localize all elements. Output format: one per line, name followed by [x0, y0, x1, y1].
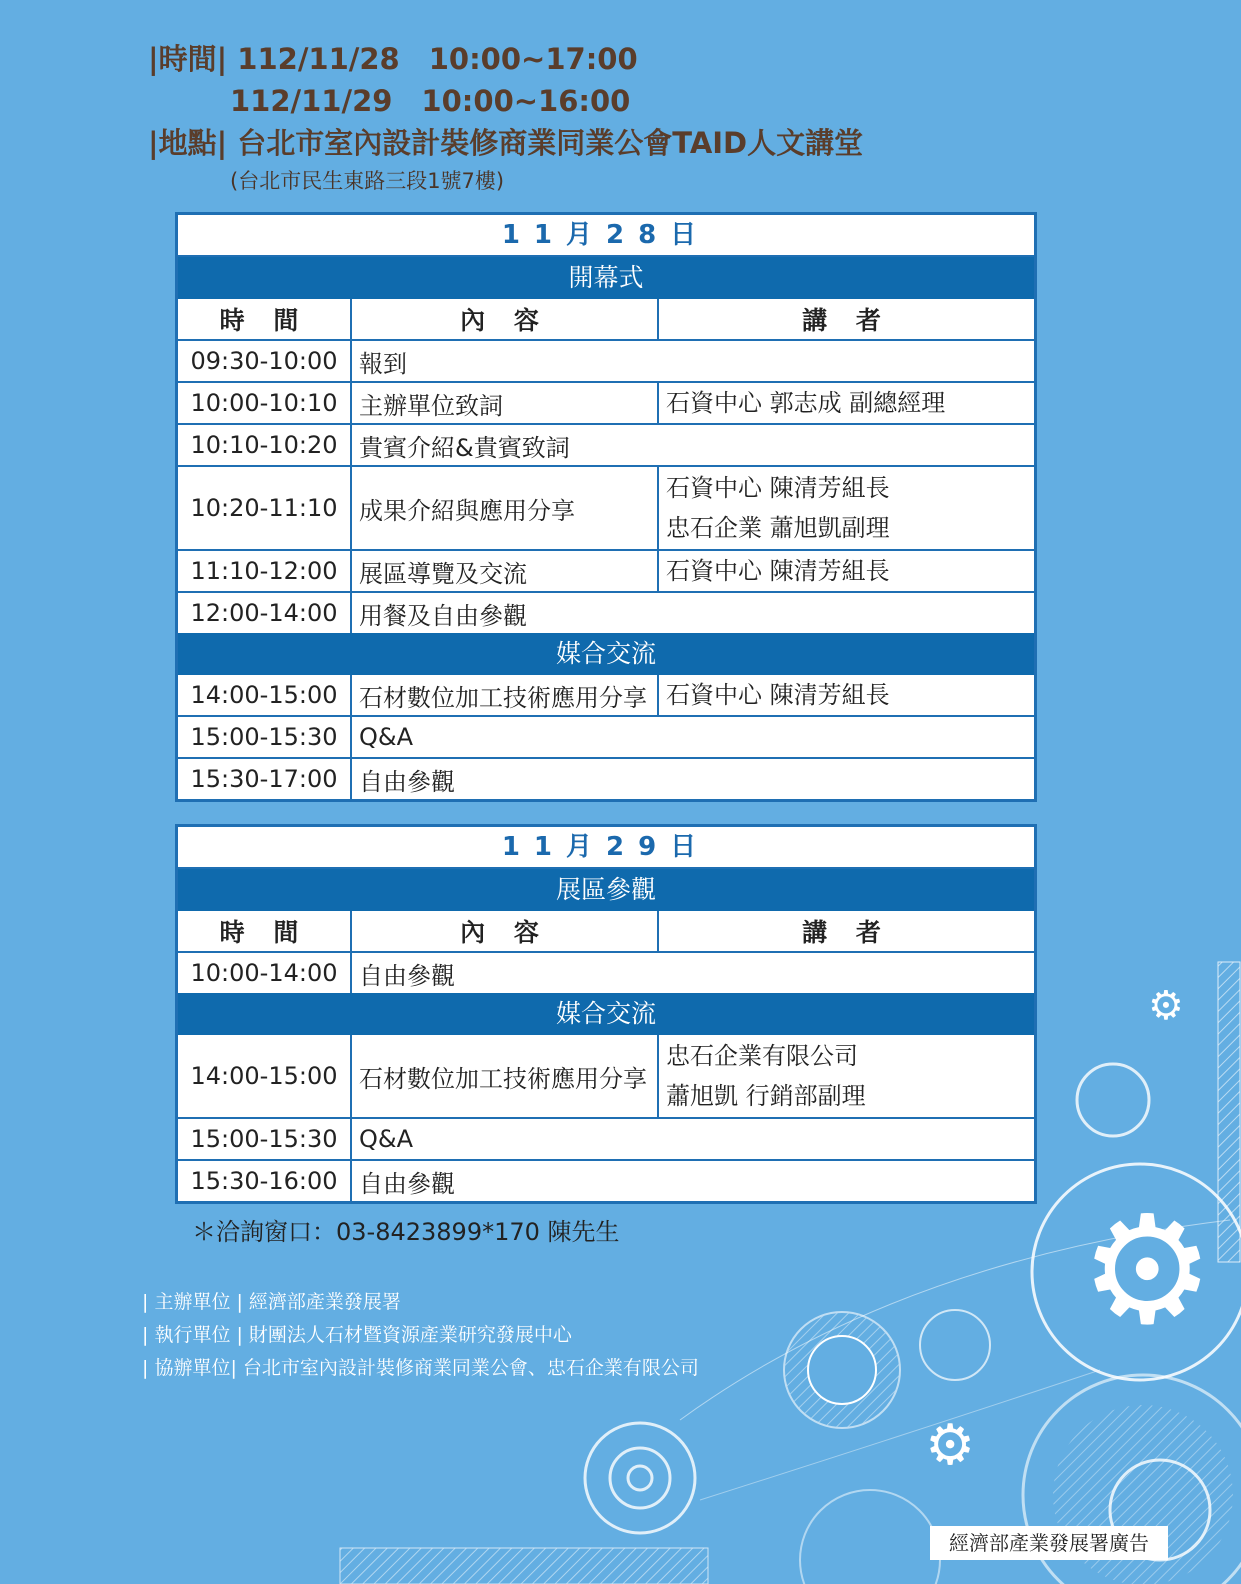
column-header-time: 時 間	[178, 911, 352, 951]
address: (台北市民生東路三段1號7樓)	[230, 169, 505, 193]
row-content: 展區導覽及交流	[352, 551, 659, 591]
row-speaker: 石資中心 陳清芳組長 忠石企業 蕭旭凱副理	[666, 474, 890, 542]
row-content: 成果介紹與應用分享	[352, 467, 659, 549]
row-time: 14:00-15:00	[178, 1035, 352, 1117]
gear-icon: ⚙	[925, 1413, 976, 1478]
schedule-day-1	[175, 212, 1037, 802]
gear-icon: ⚙	[1080, 1184, 1215, 1358]
row-speaker: 忠石企業有限公司 蕭旭凱 行銷部副理	[666, 1042, 866, 1110]
row-time: 12:00-14:00	[178, 593, 352, 633]
day-title: 11月29日	[178, 827, 1034, 869]
row-time: 15:00-15:30	[178, 1119, 352, 1159]
row-time: 15:00-15:30	[178, 717, 352, 757]
row-content: 主辦單位致詞	[352, 383, 659, 423]
co-host-organizer: | 協辦單位| 台北市室內設計裝修商業同業公會、忠石企業有限公司	[142, 1357, 699, 1379]
place-label: |地點|	[148, 126, 228, 160]
row-time: 10:10-10:20	[178, 425, 352, 465]
day-title: 11月28日	[178, 215, 1034, 257]
table-row	[178, 1159, 1034, 1201]
table-row	[178, 675, 1034, 715]
row-speaker: 石資中心 陳清芳組長	[666, 681, 890, 709]
column-header-speaker: 講 者	[802, 918, 891, 947]
section-band: 開幕式	[178, 257, 1034, 299]
row-content: 自由參觀	[359, 1169, 455, 1198]
organizers	[142, 1286, 699, 1385]
schedule-day-2	[175, 824, 1037, 1204]
table-header	[178, 299, 1034, 339]
contact-info: ＊洽詢窗口：03-8423899*170 陳先生	[192, 1218, 620, 1246]
table-row	[178, 951, 1034, 993]
table-row	[178, 465, 1034, 549]
table-row	[178, 591, 1034, 633]
ad-badge: 經濟部產業發展署廣告	[930, 1526, 1168, 1560]
column-header-content: 內 容	[352, 911, 659, 951]
section-band: 媒合交流	[178, 993, 1034, 1035]
table-row	[178, 757, 1034, 799]
column-header-speaker: 講 者	[802, 306, 891, 335]
row-time: 10:00-10:10	[178, 383, 352, 423]
column-header-content: 內 容	[352, 299, 659, 339]
row-content: 用餐及自由參觀	[359, 601, 527, 630]
row-speaker: 石資中心 陳清芳組長	[666, 557, 890, 585]
row-content: 自由參觀	[359, 961, 455, 990]
row-time: 09:30-10:00	[178, 341, 352, 381]
executor-organizer: | 執行單位 | 財團法人石材暨資源產業研究發展中心	[142, 1324, 572, 1346]
section-band: 媒合交流	[178, 633, 1034, 675]
table-row	[178, 1117, 1034, 1159]
place-name: 台北市室內設計裝修商業同業公會TAID人文講堂	[237, 126, 864, 160]
time-line-2: 112/11/29 10:00~16:00	[230, 84, 631, 118]
row-content: 石材數位加工技術應用分享	[352, 675, 659, 715]
table-row	[178, 1035, 1034, 1117]
table-row	[178, 339, 1034, 381]
time-label: |時間|	[148, 42, 228, 76]
row-time: 15:30-17:00	[178, 759, 352, 799]
row-time: 10:20-11:10	[178, 467, 352, 549]
row-content: Q&A	[359, 723, 414, 751]
time-line-1: 112/11/28 10:00~17:00	[237, 42, 638, 76]
event-header	[148, 38, 863, 198]
row-content: 自由參觀	[359, 767, 455, 796]
table-row	[178, 381, 1034, 423]
row-speaker: 石資中心 郭志成 副總經理	[666, 389, 946, 417]
row-content: 報到	[359, 349, 407, 378]
gear-icon: ⚙	[1148, 983, 1184, 1029]
table-header	[178, 911, 1034, 951]
row-content: Q&A	[359, 1125, 414, 1153]
row-content: 貴賓介紹&貴賓致詞	[359, 433, 570, 462]
column-header-time: 時 間	[178, 299, 352, 339]
row-time: 15:30-16:00	[178, 1161, 352, 1201]
section-band: 展區參觀	[178, 869, 1034, 911]
row-content: 石材數位加工技術應用分享	[352, 1035, 659, 1117]
table-row	[178, 423, 1034, 465]
table-row	[178, 715, 1034, 757]
table-row	[178, 549, 1034, 591]
row-time: 11:10-12:00	[178, 551, 352, 591]
row-time: 10:00-14:00	[178, 953, 352, 993]
row-time: 14:00-15:00	[178, 675, 352, 715]
host-organizer: | 主辦單位 | 經濟部產業發展署	[142, 1291, 401, 1313]
